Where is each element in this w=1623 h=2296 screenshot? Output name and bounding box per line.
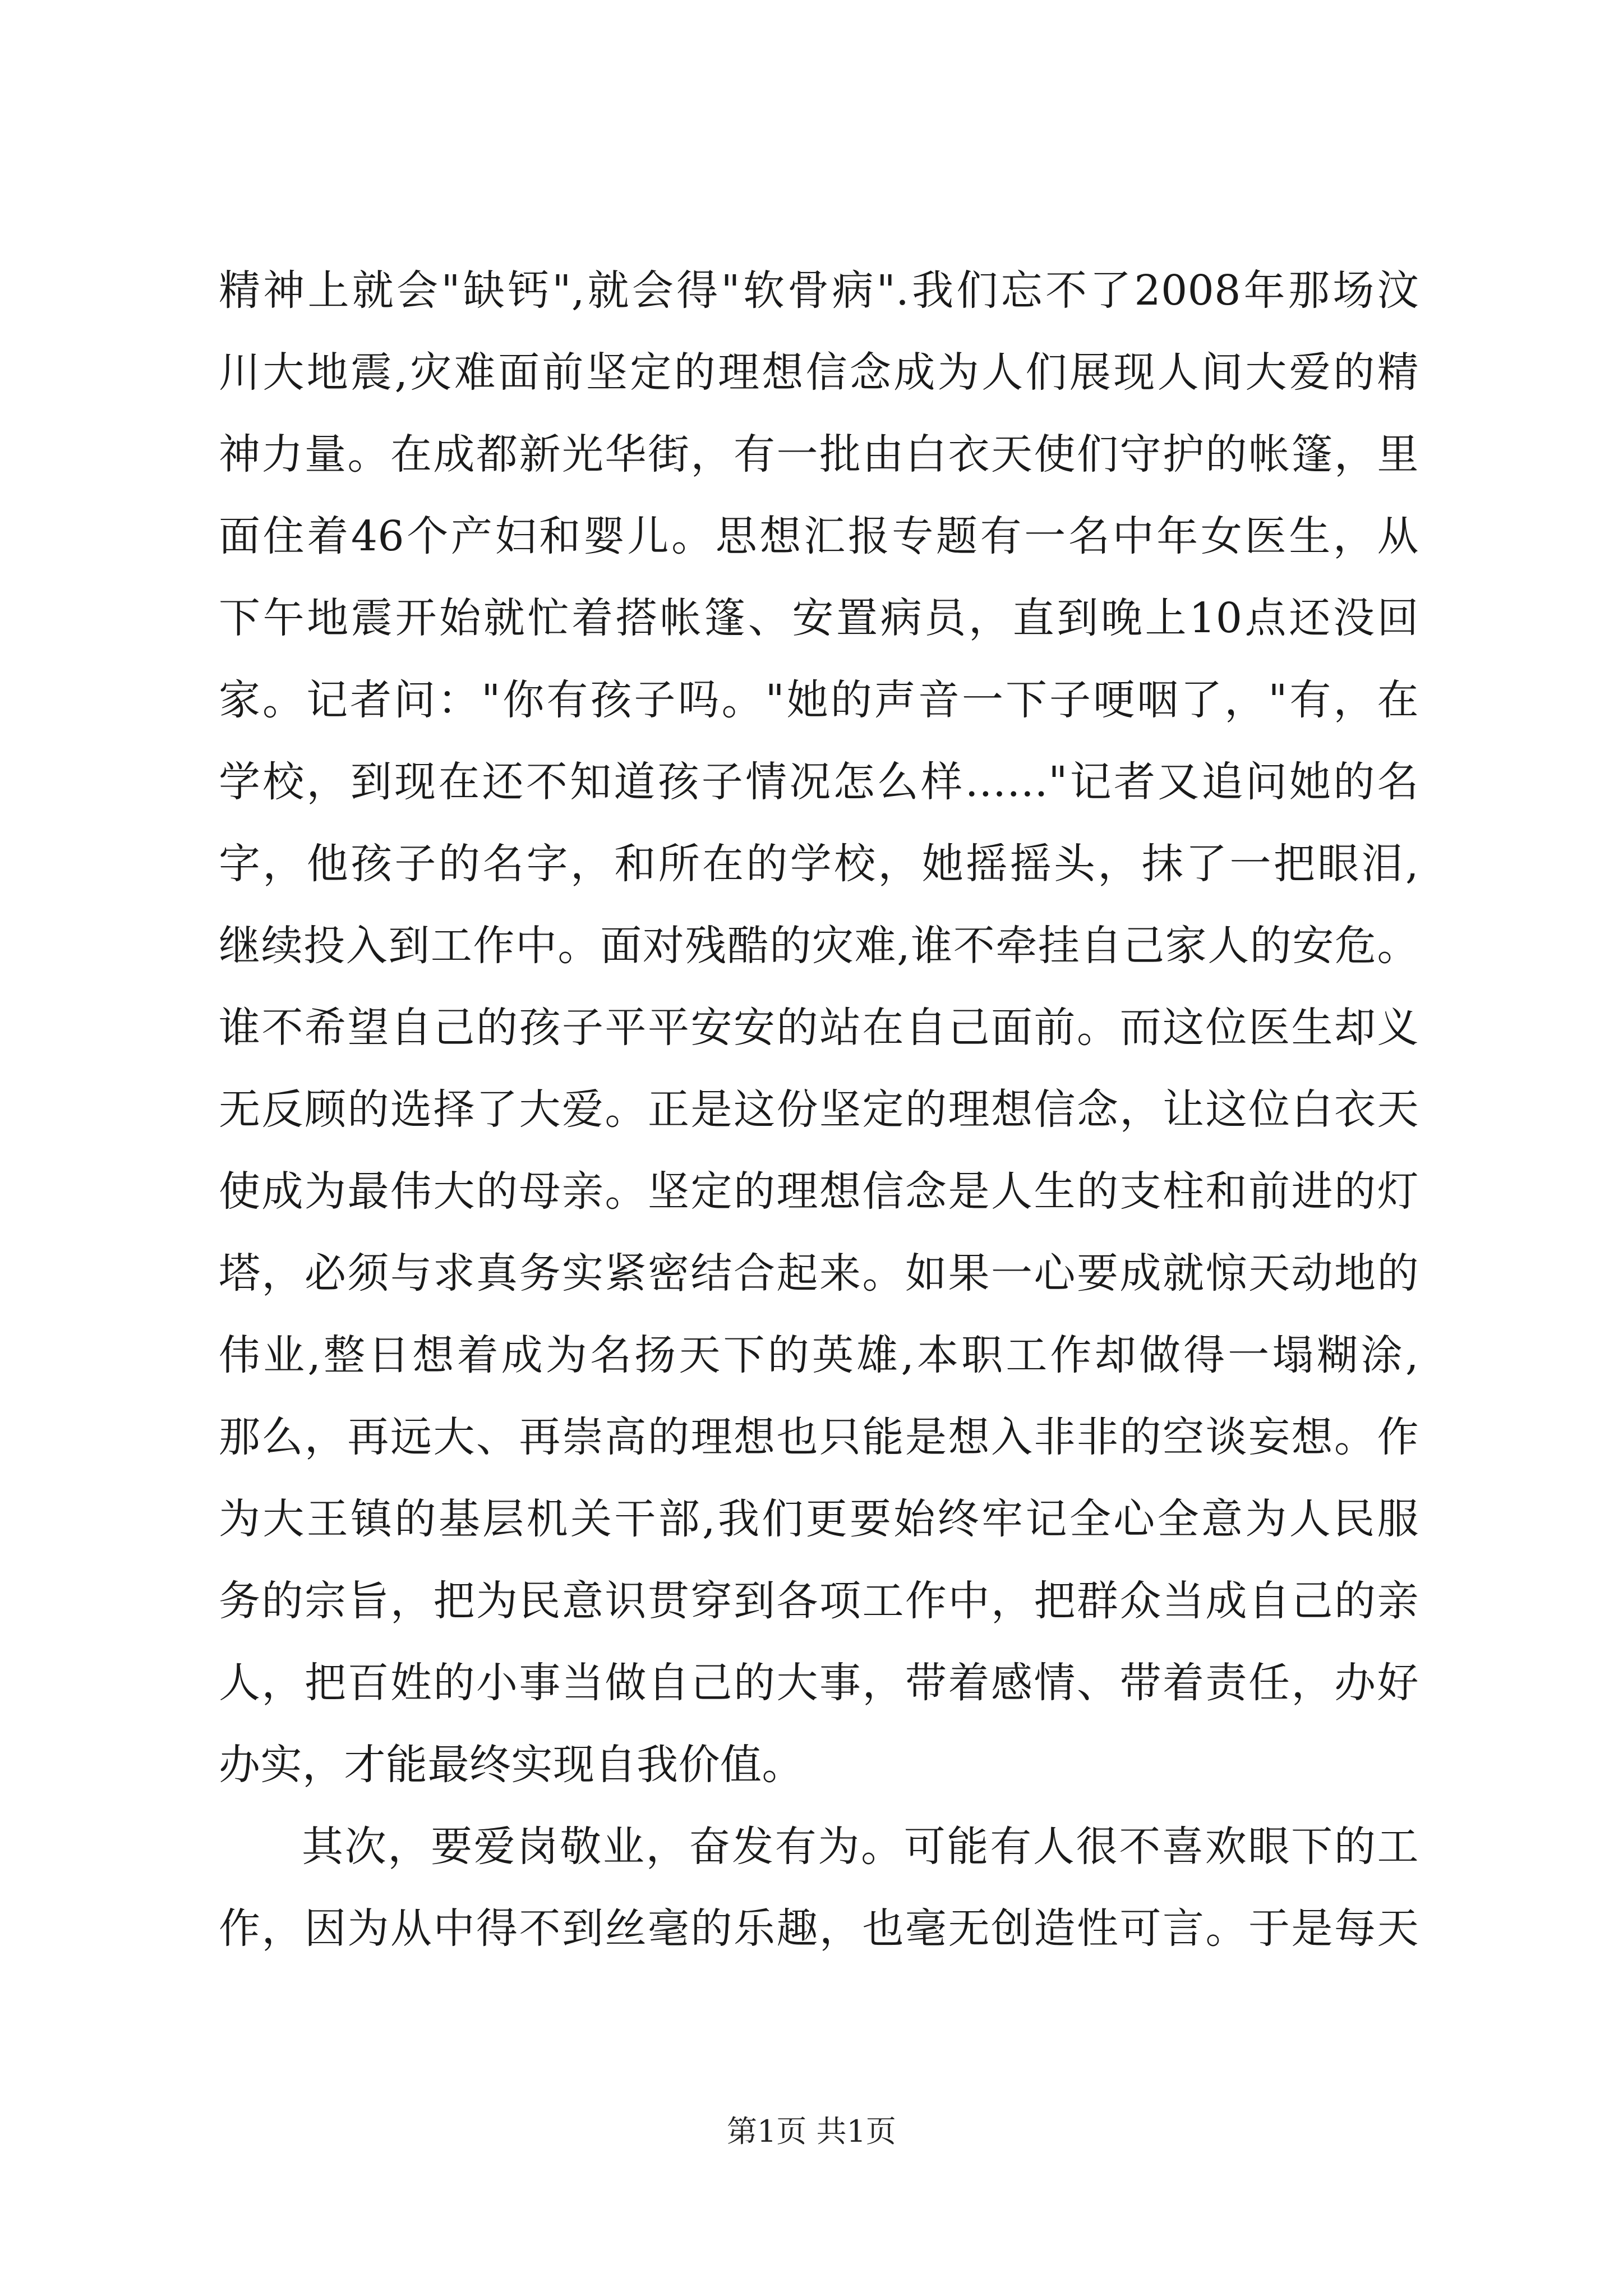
text-line: 川大地震,灾难面前坚定的理想信念成为人们展现人间大爱的精 <box>219 348 1419 397</box>
text-line: 其次，要爱岗敬业，奋发有为。可能有人很不喜欢眼下的工 <box>302 1823 1419 1871</box>
page-number-footer: 第1页 共1页 <box>727 2114 896 2149</box>
text-line: 精神上就会"缺钙",就会得"软骨病".我们忘不了2008年那场汶 <box>219 266 1419 315</box>
text-line: 神力量。在成都新光华街，有一批由白衣天使们守护的帐篷，里 <box>219 430 1419 478</box>
paragraph-1 <box>219 250 1419 1806</box>
paragraph-2 <box>219 1806 1419 1970</box>
text-line: 家。记者问："你有孩子吗。"她的声音一下子哽咽了，"有，在 <box>219 676 1419 724</box>
text-line: 面住着46个产妇和婴儿。思想汇报专题有一名中年女医生，从 <box>219 512 1419 560</box>
text-line: 务的宗旨，把为民意识贯穿到各项工作中，把群众当成自己的亲 <box>219 1577 1419 1625</box>
text-line: 办实，才能最终实现自我价值。 <box>219 1741 804 1789</box>
text-line: 伟业,整日想着成为名扬天下的英雄,本职工作却做得一塌糊涂, <box>219 1331 1419 1379</box>
text-line: 为大王镇的基层机关干部,我们更要始终牢记全心全意为人民服 <box>219 1495 1419 1543</box>
text-line: 那么，再远大、再崇高的理想也只能是想入非非的空谈妄想。作 <box>219 1413 1419 1461</box>
text-line: 谁不希望自己的孩子平平安安的站在自己面前。而这位医生却义 <box>219 1004 1419 1052</box>
text-line: 学校，到现在还不知道孩子情况怎么样……"记者又追问她的名 <box>219 758 1419 806</box>
text-line: 作，因为从中得不到丝毫的乐趣，也毫无创造性可言。于是每天 <box>219 1904 1419 1953</box>
text-line: 字，他孩子的名字，和所在的学校，她摇摇头，抹了一把眼泪, <box>219 840 1419 888</box>
text-line: 人，把百姓的小事当做自己的大事，带着感情、带着责任，办好 <box>219 1659 1419 1707</box>
text-line: 无反顾的选择了大爱。正是这份坚定的理想信念，让这位白衣天 <box>219 1085 1419 1134</box>
text-line: 下午地震开始就忙着搭帐篷、安置病员，直到晚上10点还没回 <box>219 594 1419 642</box>
document-body <box>219 250 1419 1970</box>
text-line: 继续投入到工作中。面对残酷的灾难,谁不牵挂自己家人的安危。 <box>219 922 1419 970</box>
text-line: 使成为最伟大的母亲。坚定的理想信念是人生的支柱和前进的灯 <box>219 1167 1419 1216</box>
text-line: 塔，必须与求真务实紧密结合起来。如果一心要成就惊天动地的 <box>219 1249 1419 1297</box>
